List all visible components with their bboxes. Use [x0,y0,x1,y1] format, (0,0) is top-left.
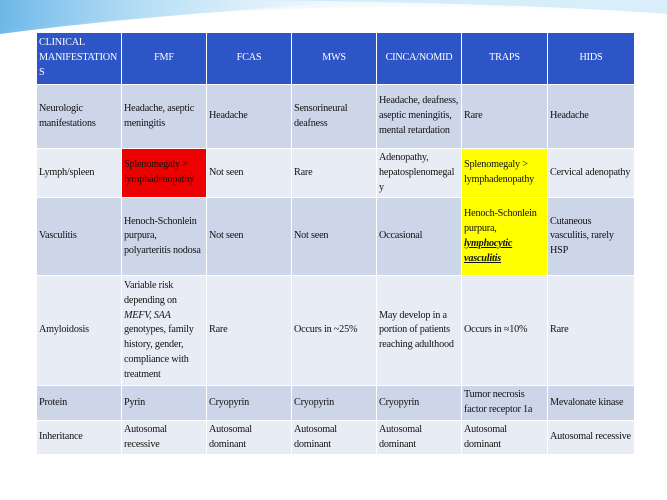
col-header-fcas: FCAS [207,33,292,85]
table-row [37,149,635,198]
table-cell-highlight-yellow: Splenomegaly > lymphadenopathy [462,149,548,198]
table-cell: Autosomal dominant [207,420,292,455]
row-label: Amyloidosis [37,276,122,386]
table-cell: Not seen [207,149,292,198]
row-label: Protein [37,386,122,421]
table-cell: Rare [207,276,292,386]
table-cell: Cutaneous vasculitis, rarely HSP [548,198,635,276]
header-row [37,33,635,85]
amyloid-risk-suffix: genotypes, family history, gender, compliance with treatment [124,324,194,380]
table-cell: Sensorineural deafness [292,85,377,149]
table-cell: Headache [207,85,292,149]
table-cell: Adenopathy, hepatosplenomegaly [377,149,462,198]
table-cell: Not seen [207,198,292,276]
table-cell: May develop in a portion of patients reaching adulthood [377,276,462,386]
table-cell: Occasional [377,198,462,276]
traps-vasculitis-text: Henoch-Schonlein purpura, [464,208,537,235]
table-cell: Pyrin [122,386,207,421]
table-cell: Rare [462,85,548,149]
table-cell: Cryopyrin [292,386,377,421]
table-cell [122,276,207,386]
row-label: Lymph/spleen [37,149,122,198]
table-cell: Tumor necrosis factor receptor 1a [462,386,548,421]
table-cell: Autosomal dominant [292,420,377,455]
col-header-traps: TRAPS [462,33,548,85]
table-cell-highlight-yellow [462,198,548,276]
table-cell: Mevalonate kinase [548,386,635,421]
col-header-hids: HIDS [548,33,635,85]
table-cell: Autosomal dominant [377,420,462,455]
table-cell: Rare [548,276,635,386]
gene-names: MEFV, SAA [124,309,171,321]
table-cell: Cryopyrin [207,386,292,421]
lymphocytic-vasculitis-text: lymphocytic vasculitis [464,237,513,264]
table-cell: Autosomal dominant [462,420,548,455]
table-cell: Autosomal recessive [548,420,635,455]
table-row [37,85,635,149]
table-cell: Not seen [292,198,377,276]
table-row [37,276,635,386]
table-cell-highlight-red: Splenomegaly > lymphadenopathy [122,149,207,198]
table-cell: Rare [292,149,377,198]
table-cell: Occurs in ~25% [292,276,377,386]
col-header-cinca: CINCA/NOMID [377,33,462,85]
table-row [37,198,635,276]
amyloid-risk-prefix: Variable risk depending on [124,280,177,306]
table-cell: Occurs in ≈10% [462,276,548,386]
col-header-mws: MWS [292,33,377,85]
comparison-table [36,32,635,455]
col-header-fmf: FMF [122,33,207,85]
table-cell: Cryopyrin [377,386,462,421]
table-cell: Headache [548,85,635,149]
table-cell: Headache, deafness, aseptic meningitis, mental retardation [377,85,462,149]
table-cell: Henoch-Schonlein purpura, polyarteritis nodosa [122,198,207,276]
table-cell: Headache, aseptic meningitis [122,85,207,149]
table-row [37,420,635,455]
col-header-clinical: CLINICAL MANIFESTATIONS [37,33,122,85]
table-cell: Cervical adenopathy [548,149,635,198]
row-label: Inheritance [37,420,122,455]
comparison-table-container [36,32,634,455]
table-row [37,386,635,421]
row-label: Vasculitis [37,198,122,276]
row-label: Neurologic manifestations [37,85,122,149]
table-cell: Autosomal recessive [122,420,207,455]
